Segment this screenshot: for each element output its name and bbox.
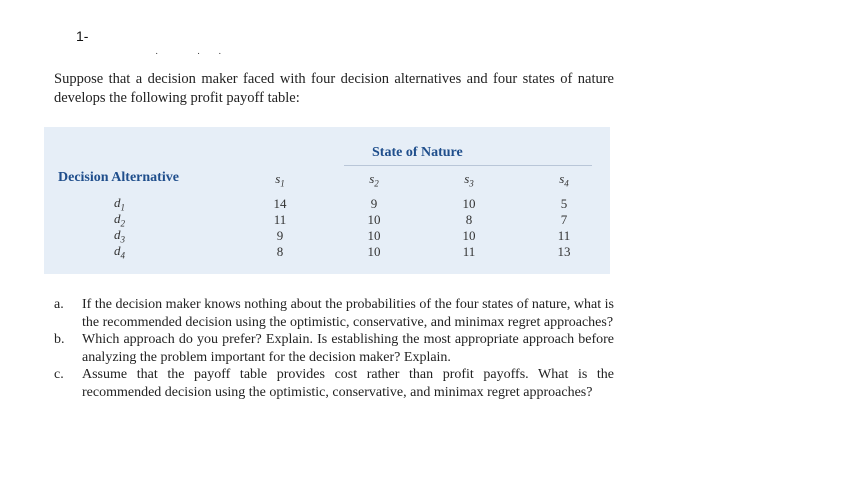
- table-cell: 10: [367, 244, 381, 259]
- column-header-s2: [359, 171, 389, 189]
- col-symbol: s: [369, 171, 375, 186]
- row-subscript: 3: [120, 234, 125, 245]
- table-cell: 10: [367, 212, 381, 227]
- part-a: [54, 296, 614, 331]
- table-cell: 10: [367, 228, 381, 243]
- col-subscript: 1: [280, 178, 285, 189]
- row-symbol: d: [114, 211, 121, 226]
- state-of-nature-header: State of Nature: [372, 145, 463, 160]
- table-cell: 10: [462, 196, 476, 211]
- table-cell: 13: [557, 244, 571, 259]
- col-subscript: 2: [374, 178, 379, 189]
- row-label-d3: [114, 227, 125, 245]
- col-symbol: s: [464, 171, 470, 186]
- part-c: [54, 366, 614, 401]
- column-header-s4: [549, 171, 579, 189]
- table-cell: 8: [465, 212, 473, 227]
- col-subscript: 4: [564, 178, 569, 189]
- table-cell: 5: [560, 196, 568, 211]
- part-text: Which approach do you prefer? Explain. Is establishing the most appropriate approach before analyzing the problem important for the decision maker? Explain.: [82, 332, 614, 365]
- question-parts: [54, 296, 614, 401]
- table-cell: 11: [273, 212, 287, 227]
- table-cell: 10: [462, 228, 476, 243]
- row-label-d4: [114, 243, 125, 261]
- part-letter: b.: [54, 332, 65, 347]
- table-cell: 11: [462, 244, 476, 259]
- table-cell: 8: [276, 244, 284, 259]
- part-letter: a.: [54, 297, 64, 312]
- part-text: Assume that the payoff table provides cost rather than profit payoffs. What is the recommended decision using the optimistic, conservative, and minimax regret approaches?: [82, 367, 614, 400]
- decision-alternative-header: Decision Alternative: [58, 170, 179, 185]
- scan-specks: ˙ ˙˙: [155, 52, 240, 63]
- row-symbol: d: [114, 195, 121, 210]
- header-rule: [344, 165, 592, 166]
- row-symbol: d: [114, 227, 121, 242]
- table-cell: 11: [557, 228, 571, 243]
- row-subscript: 4: [120, 250, 125, 261]
- table-cell: 7: [560, 212, 568, 227]
- column-header-s3: [454, 171, 484, 189]
- col-subscript: 3: [469, 178, 474, 189]
- part-text: If the decision maker knows nothing about the probabilities of the four states of nature, what is the recommended decision using the optimistic, conservative, and minimax regret approaches?: [82, 297, 614, 330]
- col-symbol: s: [275, 171, 281, 186]
- intro-paragraph: Suppose that a decision maker faced with four decision alternatives and four states of nature develops the following profit payoff table:: [54, 71, 614, 106]
- payoff-table: [44, 127, 610, 274]
- column-header-s1: [265, 171, 295, 189]
- part-b: [54, 331, 614, 366]
- col-symbol: s: [559, 171, 565, 186]
- part-letter: c.: [54, 367, 64, 382]
- table-cell: 9: [276, 228, 284, 243]
- table-cell: 9: [370, 196, 378, 211]
- row-label-d2: [114, 211, 125, 229]
- row-symbol: d: [114, 243, 121, 258]
- row-label-d1: [114, 195, 125, 213]
- row-subscript: 2: [120, 218, 125, 229]
- row-subscript: 1: [120, 202, 125, 213]
- question-number: 1-: [76, 28, 89, 44]
- table-cell: 14: [273, 196, 287, 211]
